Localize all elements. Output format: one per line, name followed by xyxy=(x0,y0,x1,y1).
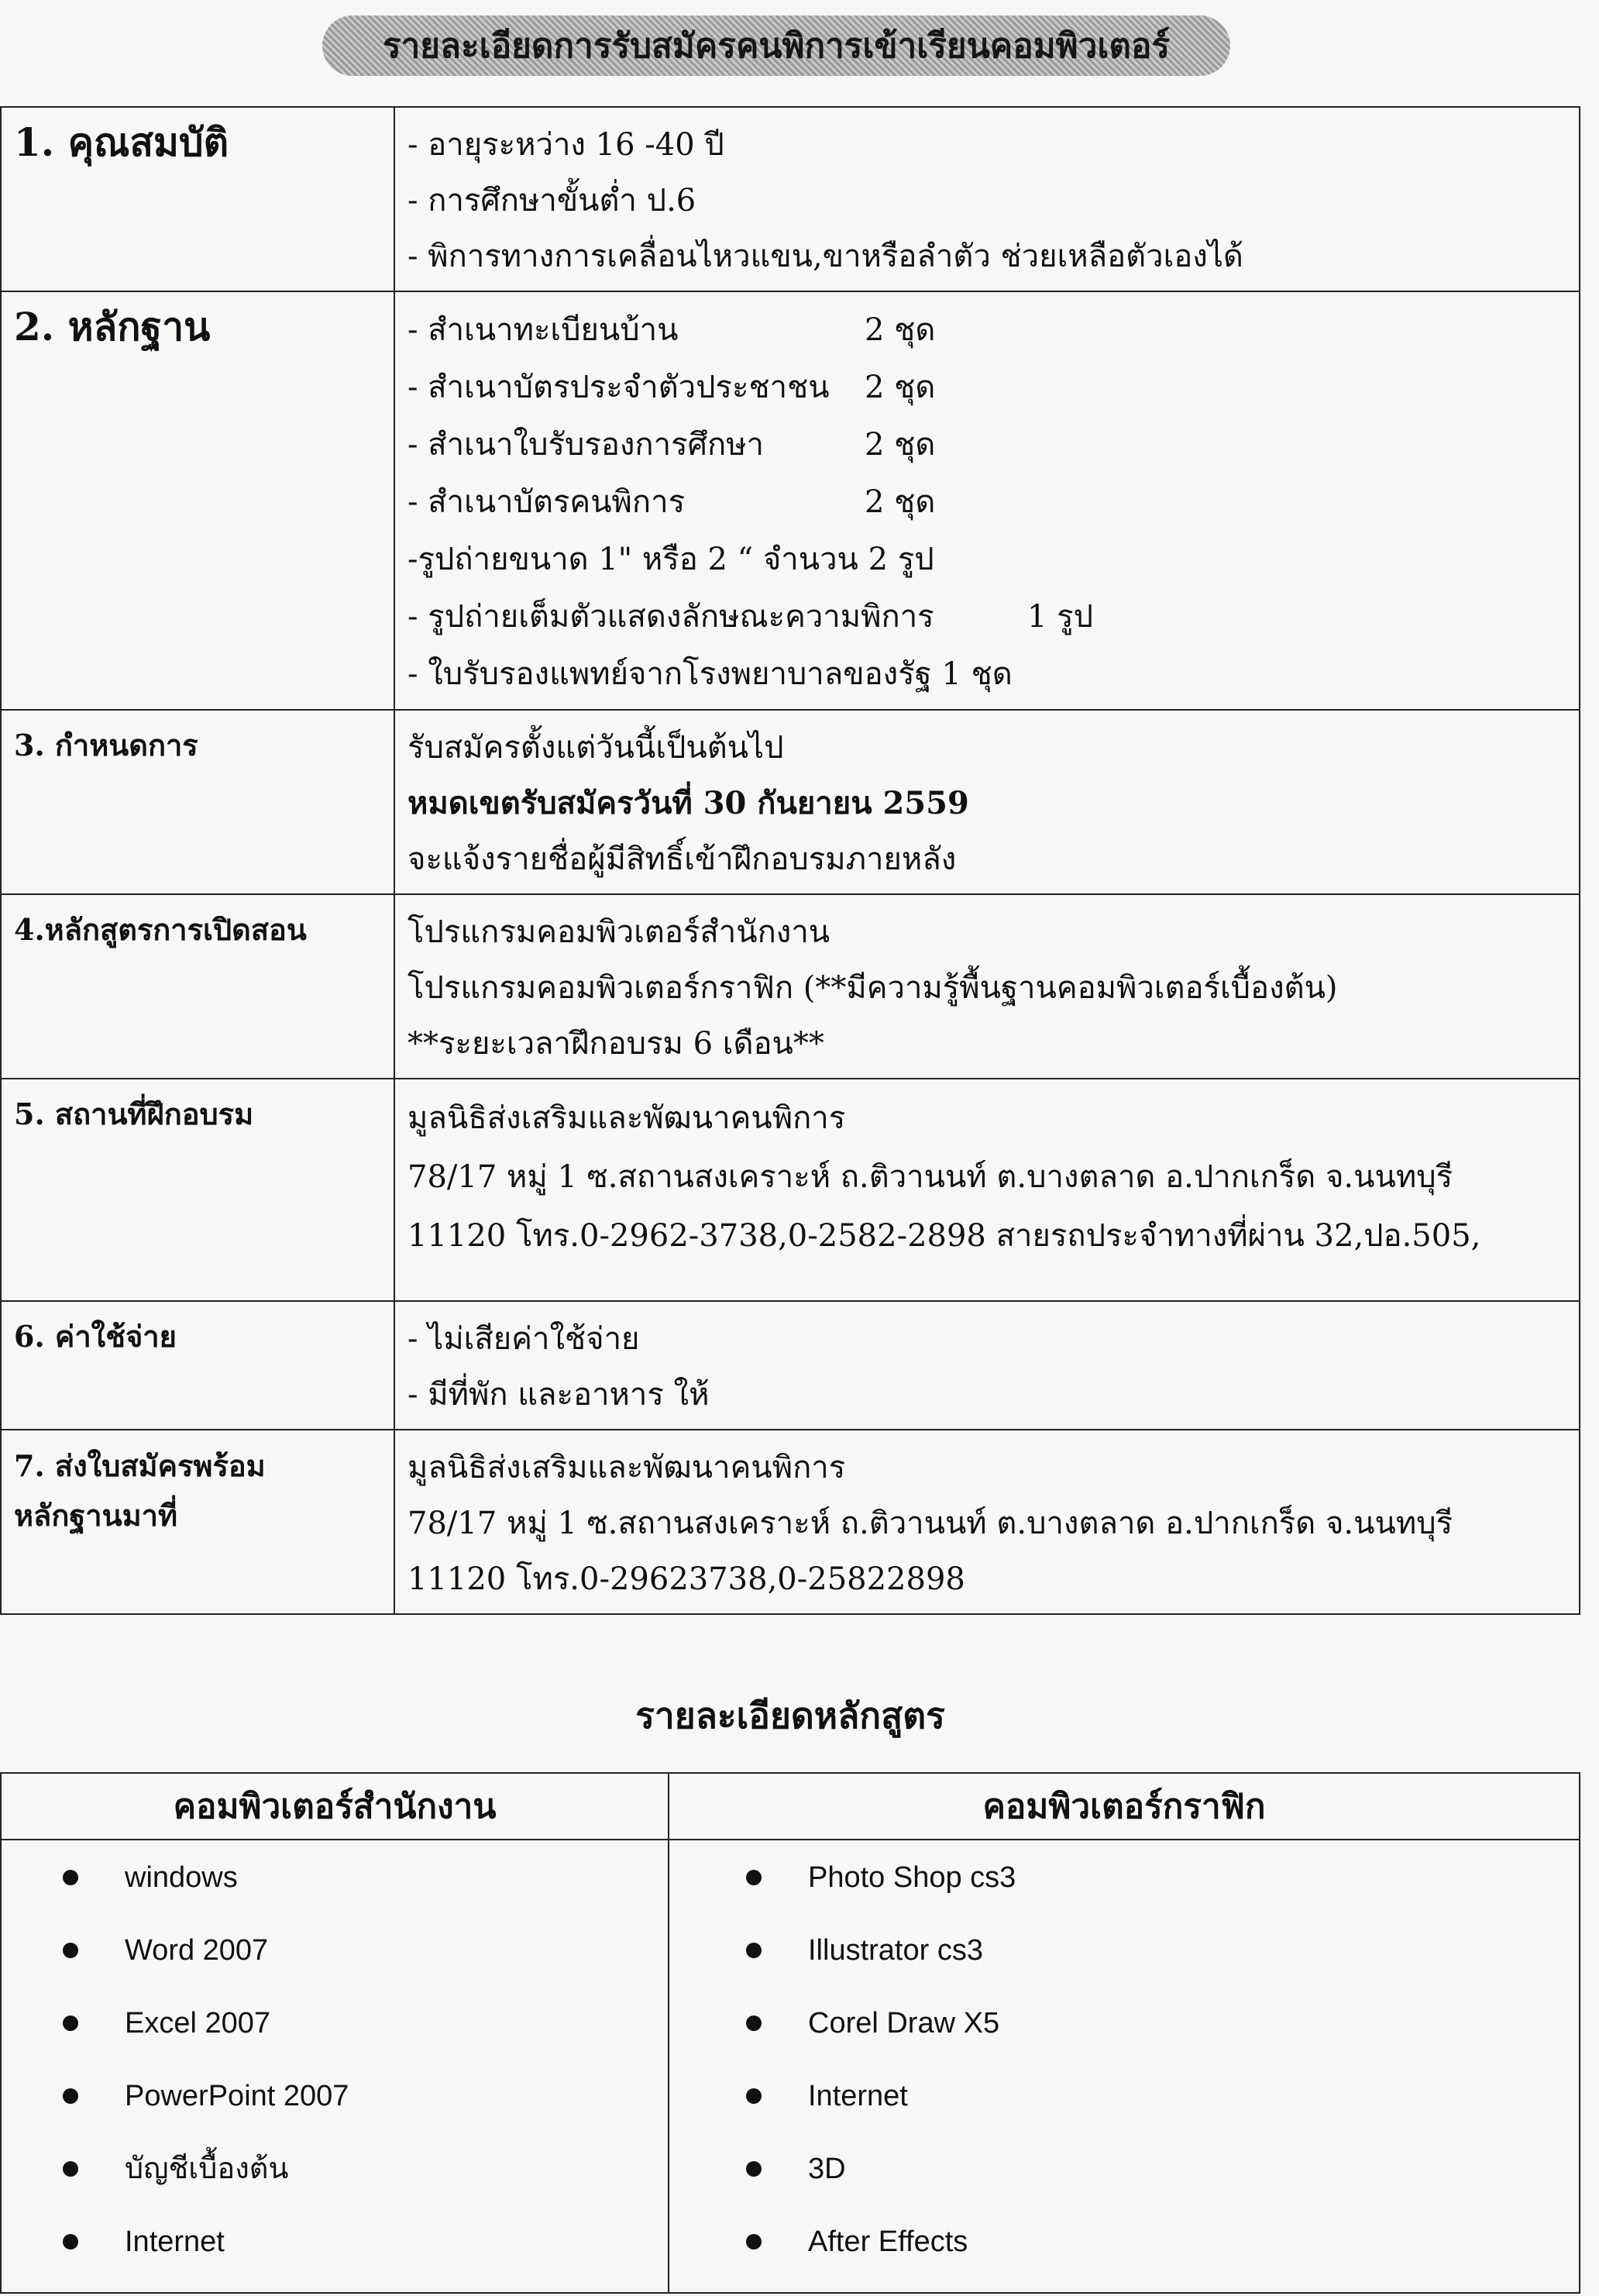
requirement-line: - อายุระหว่าง 16 -40 ปี xyxy=(407,127,724,163)
requirement-line: มูลนิธิส่งเสริมและพัฒนาคนพิการ xyxy=(407,1100,846,1136)
course-header-office: คอมพิวเตอร์สำนักงาน xyxy=(1,1773,669,1840)
requirement-row-submit xyxy=(1,1430,1580,1614)
requirement-line: จะแจ้งรายชื่อผู้มีสิทธิ์เข้าฝึกอบรมภายหลัง xyxy=(407,842,957,877)
requirement-line xyxy=(407,473,1566,531)
requirement-line: 11120 โทร.0-2962-3738,0-2582-2898 สายรถประจำทางที่ผ่าน 32,ปอ.505, xyxy=(407,1218,1481,1254)
requirement-line xyxy=(407,416,1566,473)
requirement-row-courses xyxy=(1,894,1580,1079)
requirement-line xyxy=(407,359,1566,416)
requirement-line: - พิการทางการเคลื่อนไหวแขน,ขาหรือลำตัว ช่วยเหลือตัวเองได้ xyxy=(407,239,1243,274)
requirement-row-location xyxy=(1,1079,1580,1301)
requirement-line xyxy=(407,301,1566,359)
requirement-line: มูลนิธิส่งเสริมและพัฒนาคนพิการ xyxy=(407,1450,846,1485)
list-item: 3D xyxy=(746,2146,1578,2219)
list-item: PowerPoint 2007 xyxy=(63,2073,667,2146)
requirement-label: 2. หลักฐาน xyxy=(1,291,394,710)
requirement-row-schedule xyxy=(1,710,1580,894)
requirement-line: - ไม่เสียค่าใช้จ่าย xyxy=(407,1321,640,1357)
course-column-office xyxy=(1,1840,669,2293)
requirement-line: 78/17 หมู่ 1 ซ.สถานสงเคราะห์ ถ.ติวานนท์ ต.บางตลาด อ.ปากเกร็ด จ.นนทบุรี xyxy=(407,1159,1453,1195)
requirement-label: 6. ค่าใช้จ่าย xyxy=(1,1301,394,1430)
list-item: บัญชีเบื้องต้น xyxy=(63,2146,667,2219)
requirement-line: **ระยะเวลาฝึกอบรม 6 เดือน** xyxy=(407,1026,824,1062)
deadline-line: หมดเขตรับสมัครวันที่ 30 กันยายน 2559 xyxy=(407,785,969,821)
document-quantity: 2 ชุด xyxy=(865,370,936,405)
document-name: - สำเนาบัตรคนพิการ xyxy=(407,484,686,520)
list-item: Excel 2007 xyxy=(63,2000,667,2073)
list-item: Corel Draw X5 xyxy=(746,2000,1578,2073)
requirement-content xyxy=(394,1430,1580,1614)
requirement-content xyxy=(394,107,1580,291)
requirement-line xyxy=(407,588,1566,645)
list-item: Word 2007 xyxy=(63,1927,667,2000)
document-quantity: 2 ชุด xyxy=(865,312,936,348)
course-list xyxy=(670,1854,1578,2291)
list-item: Illustrator cs3 xyxy=(746,1927,1578,2000)
requirement-row-qualifications xyxy=(1,107,1580,291)
course-items-row xyxy=(1,1840,1580,2293)
requirement-line: รับสมัครตั้งแต่วันนี้เป็นต้นไป xyxy=(407,730,784,766)
document-quantity: 2 ชุด xyxy=(865,484,936,520)
requirement-line: 11120 โทร.0-29623738,0-25822898 xyxy=(407,1561,965,1597)
requirement-label: 4.หลักสูตรการเปิดสอน xyxy=(1,894,394,1079)
requirement-line: -รูปถ่ายขนาด 1" หรือ 2 “ จำนวน 2 รูป xyxy=(407,542,934,577)
requirement-label: 3. กำหนดการ xyxy=(1,710,394,894)
document-name: - สำเนาบัตรประจำตัวประชาชน xyxy=(407,370,830,405)
course-section-title: รายละเอียดหลักสูตร xyxy=(635,1695,945,1737)
requirement-line: - การศึกษาขั้นต่ำ ป.6 xyxy=(407,183,696,219)
requirement-line: 78/17 หมู่ 1 ซ.สถานสงเคราะห์ ถ.ติวานนท์ ต.บางตลาด อ.ปากเกร็ด จ.นนทบุรี xyxy=(407,1506,1453,1541)
course-column-graphic xyxy=(669,1840,1580,2293)
requirement-content xyxy=(394,710,1580,894)
requirement-label: 7. ส่งใบสมัครพร้อม หลักฐานมาที่ xyxy=(1,1430,394,1614)
course-table xyxy=(0,1772,1580,2294)
requirement-line: โปรแกรมคอมพิวเตอร์กราฟิก (**มีความรู้พื้นฐานคอมพิวเตอร์เบื้องต้น) xyxy=(407,970,1338,1006)
requirement-line: - มีที่พัก และอาหาร ให้ xyxy=(407,1377,710,1413)
requirements-table xyxy=(0,106,1580,1615)
document-name: - รูปถ่ายเต็มตัวแสดงลักษณะความพิการ xyxy=(407,599,934,635)
requirement-line: - ใบรับรองแพทย์จากโรงพยาบาลของรัฐ 1 ชุด xyxy=(407,656,1013,692)
requirement-content xyxy=(394,1079,1580,1301)
requirement-content xyxy=(394,894,1580,1079)
document-quantity: 1 รูป xyxy=(1027,599,1094,635)
document-name: - สำเนาใบรับรองการศึกษา xyxy=(407,427,765,463)
requirement-label: 1. คุณสมบัติ xyxy=(1,107,394,291)
requirement-row-documents xyxy=(1,291,1580,710)
course-list xyxy=(2,1854,667,2291)
course-header-graphic: คอมพิวเตอร์กราฟิก xyxy=(669,1773,1580,1840)
document-name: - สำเนาทะเบียนบ้าน xyxy=(407,312,679,348)
document-title: รายละเอียดการรับสมัครคนพิการเข้าเรียนคอมพิวเตอร์ xyxy=(322,15,1230,76)
requirement-content xyxy=(394,291,1580,710)
requirement-label: 5. สถานที่ฝึกอบรม xyxy=(1,1079,394,1301)
list-item: windows xyxy=(63,1854,667,1927)
list-item: Internet xyxy=(746,2073,1578,2146)
list-item: After Effects xyxy=(746,2219,1578,2291)
course-header-row xyxy=(1,1773,1580,1840)
list-item: Photo Shop cs3 xyxy=(746,1854,1578,1927)
requirement-line: โปรแกรมคอมพิวเตอร์สำนักงาน xyxy=(407,914,830,950)
requirement-content xyxy=(394,1301,1580,1430)
requirement-row-cost xyxy=(1,1301,1580,1430)
list-item: Internet xyxy=(63,2219,667,2291)
document-quantity: 2 ชุด xyxy=(865,427,936,463)
